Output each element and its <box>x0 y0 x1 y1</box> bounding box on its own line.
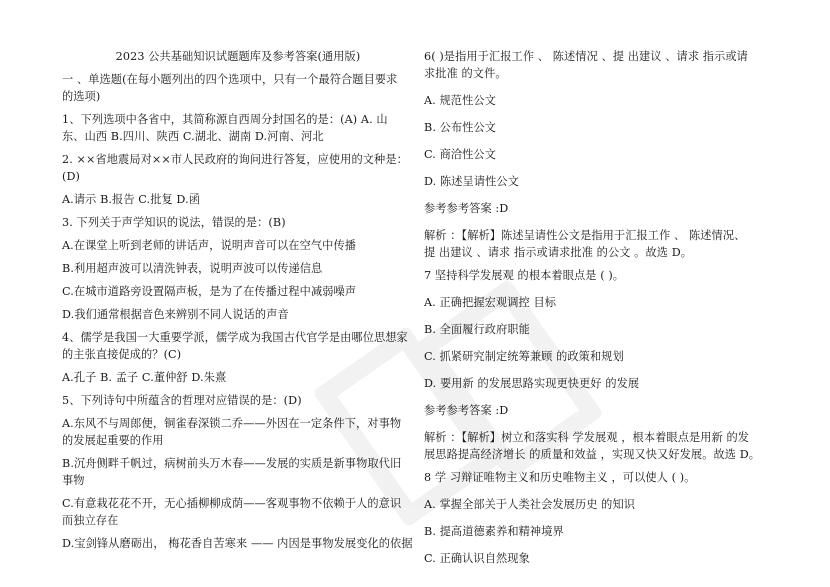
question-3-option-c: C.在城市道路旁设置隔声板，是为了在传播过程中减弱噪声 <box>62 285 357 298</box>
question-4-cont: 的主张直接促成的？(C) <box>62 348 182 361</box>
question-4: 4、儒学是我国一大重要学派，儒学成为我国古代官学是由哪位思想家 <box>62 331 408 344</box>
question-3-option-d: D.我们通常根据音色来辨别不同人说话的声音 <box>62 308 289 321</box>
question-8-option-a: A. 掌握全部关于人类社会发展历史 的知识 <box>424 498 636 511</box>
question-5-option-d: D.宝剑锋从磨砺出， 梅花香自苦寒来 —— 内因是事物发展变化的依据 <box>62 537 413 550</box>
section-heading-cont: 的选项) <box>62 90 101 103</box>
question-6-cont: 求批准 的文件。 <box>424 67 507 80</box>
question-3: 3. 下列关于声学知识的说法，错误的是：(B) <box>62 216 286 229</box>
question-8: 8 学 习辩证唯物主义和历史唯物主义 ，可以使人 ( )。 <box>424 471 696 484</box>
question-7-option-d: D. 要用新 的发展思路实现更快更好 的发展 <box>424 377 640 390</box>
question-3-option-a: A.在课堂上听到老师的讲话声，说明声音可以在空气中传播 <box>62 239 357 252</box>
question-1: 1、下列选项中各省中，其简称源自西周分封国名的是：(A) A. 山 <box>62 113 388 126</box>
question-5-option-b: B.沉舟侧畔千帆过，病树前头万木春——发展的实质是新事物取代旧 <box>62 457 402 470</box>
question-7-option-a: A. 正确把握宏观调控 目标 <box>424 296 557 309</box>
question-5-option-a: A.东风不与周郎便，铜雀春深锁二乔——外因在一定条件下，对事物 <box>62 417 402 430</box>
question-6-option-b: B. 公布性公文 <box>424 121 497 134</box>
question-5-option-b-cont: 事物 <box>62 474 85 487</box>
question-6-explanation: 解析 ：【解析】陈述呈请性公文是指用于汇报工作 、 陈述情况、 <box>424 229 746 242</box>
question-6-explanation-cont: 提 出建议 、请求 指示或请求批准 的公文 。故选 D。 <box>424 246 693 259</box>
question-5-option-c: C.有意栽花花不开，无心插柳柳成荫——客观事物不依赖于人的意识 <box>62 497 402 510</box>
document-title: 2023 公共基础知识试题题库及参考答案(通用版) <box>115 50 361 63</box>
section-heading: 一 、单选题(在每小题列出的四个选项中，只有一个最符合题目要求 <box>62 73 398 86</box>
question-5: 5、下列诗句中所蕴含的哲理对应错误的是：(D) <box>62 394 302 407</box>
question-7-explanation: 解析 ：【解析】树立和落实科 学发展观 ，根本着眼点是用新 的发 <box>424 431 750 444</box>
right-column <box>424 48 774 567</box>
question-6-answer: 参考参考答案 :D <box>424 202 509 215</box>
question-6: 6( )是指用于汇报工作 、 陈述情况 、提 出建议 、请求 指示或请 <box>424 50 748 63</box>
question-7: 7 坚持科学发展观 的根本着眼点是 ( )。 <box>424 269 625 282</box>
question-6-option-a: A. 规范性公文 <box>424 94 496 107</box>
question-6-option-d: D. 陈述呈请性公文 <box>424 175 519 188</box>
question-8-option-c: C. 正确认识自然现象 <box>424 552 530 565</box>
question-5-option-a-cont: 的发展起重要的作用 <box>62 434 164 447</box>
question-7-answer: 参考参考答案 :D <box>424 404 509 417</box>
question-8-option-b: B. 提高道德素养和精神境界 <box>424 525 564 538</box>
left-column <box>62 48 414 552</box>
question-2-answer: (D) <box>62 170 80 183</box>
question-4-options: A.孔子 B. 孟子 C.董仲舒 D.朱熹 <box>62 371 227 384</box>
question-3-option-b: B.利用超声波可以清洗钟表，说明声波可以传递信息 <box>62 262 323 275</box>
question-7-explanation-cont: 展思路提高经济增长 的质量和效益 ，实现又快又好发展。故选 D。 <box>424 448 761 461</box>
question-7-option-c: C. 抓紧研究制定统筹兼顾 的政策和规划 <box>424 350 624 363</box>
question-2-options: A.请示 B.报告 C.批复 D.函 <box>62 193 201 206</box>
question-1-cont: 东、山西 B.四川、陕西 C.湖北、湖南 D.河南、河北 <box>62 130 324 143</box>
question-6-option-c: C. 商洽性公文 <box>424 148 497 161</box>
question-5-option-c-cont: 而独立存在 <box>62 514 119 527</box>
question-7-option-b: B. 全面履行政府职能 <box>424 323 530 336</box>
question-2: 2. ××省地震局对××市人民政府的询问进行答复，应使用的文种是： <box>62 153 408 166</box>
